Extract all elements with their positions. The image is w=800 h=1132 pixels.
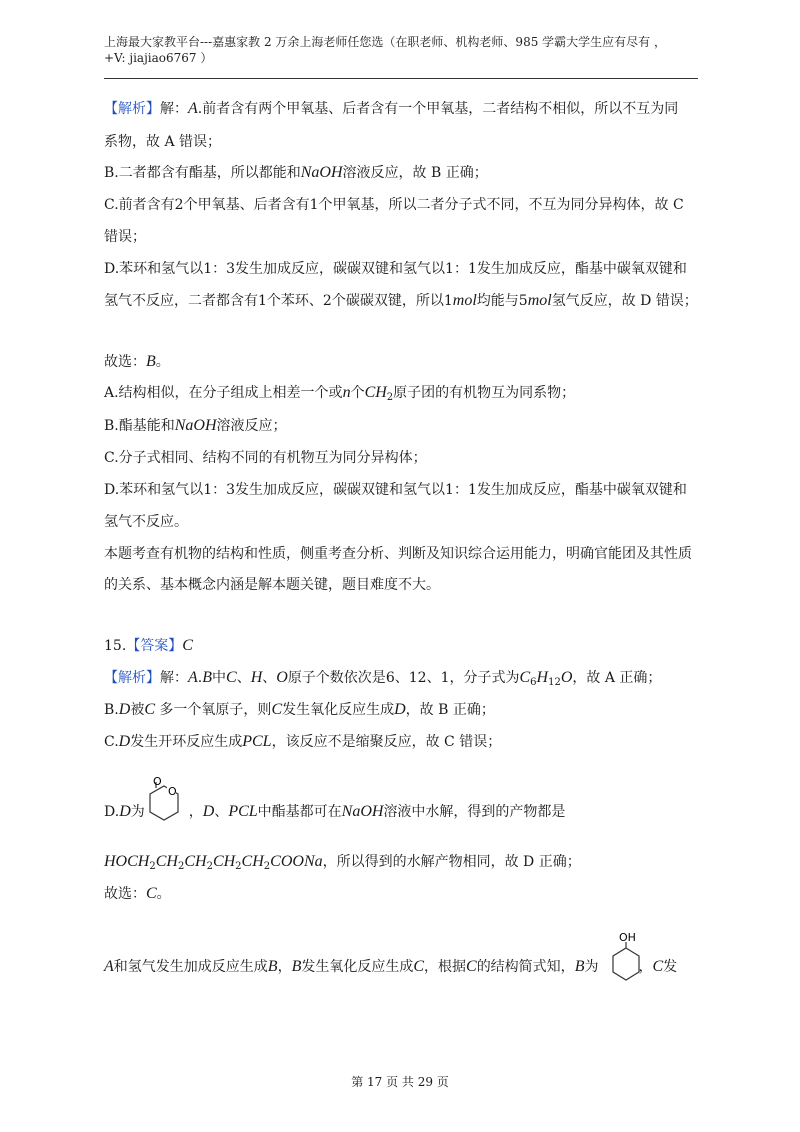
q14-line-15: 的关系、基本概念内涵是解本题关键，题目难度不大。 [104,577,440,593]
q15-line-1: 【解析】解：A.B中C、H、O原子个数依次是6、12、1，分子式为$C_6H_{12}O$，故 A 正确； [104,669,662,688]
header-line-1: 上海最大家教平台---嘉惠家教 2 万余上海老师任您选（在职老师、机构老师、985 学霸大学生应有尽有 ， [104,35,666,49]
q14-line-1: 【解析】解：A.前者含有两个甲氧基、后者含有一个甲氧基，二者结构不相似，所以不互为同 [104,100,679,117]
q14-line-14: 本题考查有机物的结构和性质，侧重考查分析、判断及知识综合运用能力，明确官能团及其性质 [104,546,692,562]
q15-line-3: C.D发生开环反应生成PCL，该反应不是缩聚反应，故 C 错误； [104,733,502,750]
hydroxyl-label: OH [619,932,636,944]
answer-tag: 【答案】 [126,638,183,654]
q14-line-8: 故选：B。 [104,353,170,370]
answer-value: C [182,637,193,654]
analysis-tag: 【解析】 [104,670,160,686]
q14-line-3: B.二者都含有酯基，所以都能和NaOH溶液反应，故 B 正确； [104,164,488,181]
q14-line-12: D.苯环和氢气以1：3发生加成反应，碳碳双键和氢气以1：1发生加成反应，酯基中碳氧双键和 [104,482,687,498]
q14-line-5: 错误； [104,229,146,245]
header-rule [104,78,698,79]
q15-line-6: 故选：C。 [104,885,171,902]
q14-line-7: 氢气不反应，二者都含有1个苯环、2个碳碳双键，所以1mol均能与5mol氢气反应，故 D 错误； [104,292,698,309]
header-line-2: +V: jiajiao6767 ） [104,51,213,65]
cyclohexanol-structure [604,932,648,986]
cyclohexane-ring [613,948,639,980]
q14-line-13: 氢气不反应。 [104,514,188,530]
question-number: 15. [104,638,127,654]
q14-line-9: A.结构相似，在分子组成上相差一个或n个$CH_2$原子团的有机物互为同系物； [104,384,576,403]
q14-line-4: C.前者含有2个甲氧基、后者含有1个甲氧基，所以二者分子式不同，不互为同分异构体，故 C [104,197,684,213]
q15-answer-line [104,637,193,655]
caprolactone-structure [142,776,186,828]
q15-line-7: A和氢气发生加成反应生成B，B发生氧化反应生成C，根据C的结构简式知，B为 ，C发 [104,958,678,975]
q15-line-4: D.D为 ，D、PCL中酯基都可在NaOH溶液中水解，得到的产物都是 [104,803,566,820]
ring-oxygen-label: O [168,785,177,798]
carbonyl-oxygen-label: O [153,776,162,788]
q14-line-10: B.酯基能和NaOH溶液反应； [104,417,287,434]
q14-line-2: 系物，故 A 错误； [104,134,222,150]
q14-line-6: D.苯环和氢气以1：3发生加成反应，碳碳双键和氢气以1：1发生加成反应，酯基中碳氧双键和 [104,261,687,277]
page-footer: 第 17 页 共 29 页 [351,1075,449,1089]
q15-line-2: B.D被C 多一个氧原子，则C发生氧化反应生成D，故 B 正确； [104,701,495,718]
q14-line-11: C.分子式相同、结构不同的有机物互为同分异构体； [104,450,427,466]
analysis-tag: 【解析】 [104,101,160,117]
page-header [104,34,698,66]
q15-line-5: $HOCH_2CH_2CH_2CH_2CH_2COONa$，所以得到的水解产物相同，故 D 正确； [104,853,581,872]
